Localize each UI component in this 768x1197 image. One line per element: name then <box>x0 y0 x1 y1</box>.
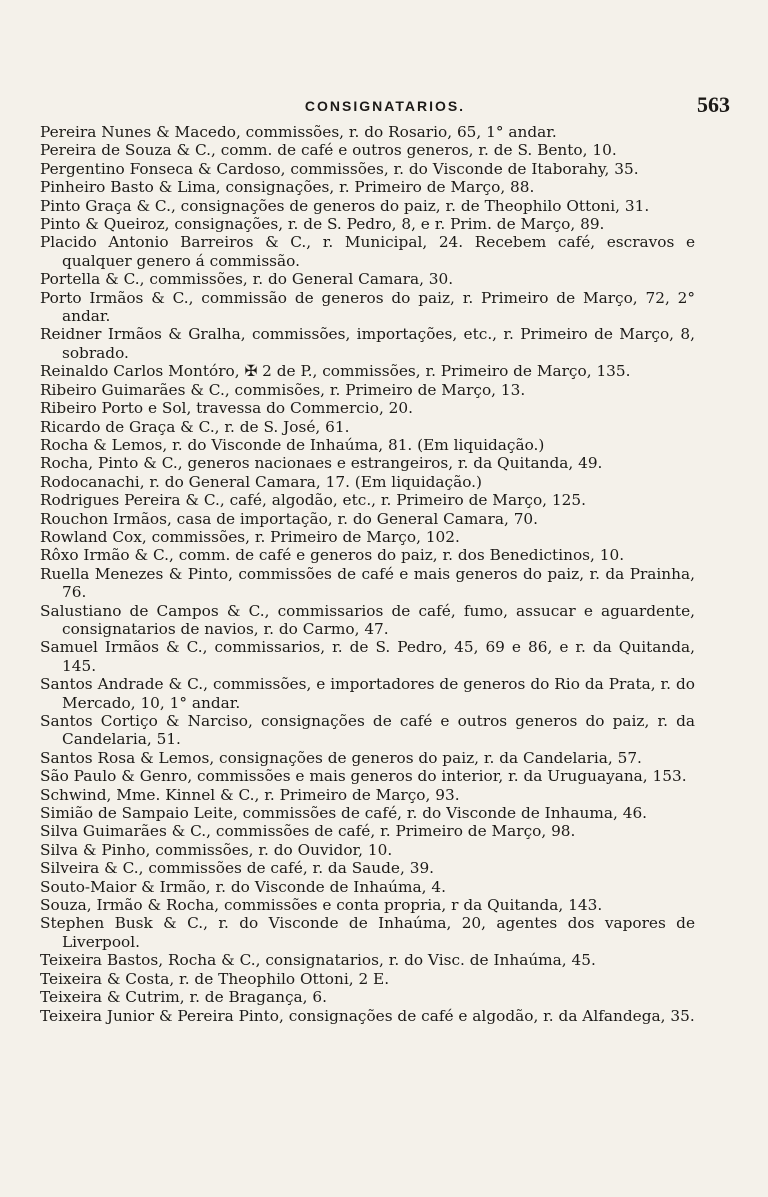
directory-entry: Rôxo Irmão & C., comm. de café e generos do paiz, r. dos Benedictinos, 10. <box>40 546 625 565</box>
directory-entry: Reidner Irmãos & Gralha, commissões, importações, etc., r. Primeiro de Março, 8, sobrado. <box>40 325 695 362</box>
directory-entry: Ruella Menezes & Pinto, commissões de café e mais generos do paiz, r. da Prainha, 76. <box>40 564 695 602</box>
directory-entry: Rodocanachi, r. do General Camara, 17. (Em liquidação.) <box>40 472 482 491</box>
directory-entry: Simião de Sampaio Leite, commissões de café, r. do Visconde de Inhauma, 46. <box>40 804 648 823</box>
directory-entry: Samuel Irmãos & C., commissarios, r. de S. Pedro, 45, 69 e 86, e r. da Quitanda, 145. <box>40 638 695 675</box>
directory-entry: Teixeira & Costa, r. de Theophilo Ottoni, 2 E. <box>40 969 390 988</box>
directory-entry: Stephen Busk & C., r. do Visconde de Inhaúma, 20, agentes dos vapores de Liverpool. <box>40 914 695 951</box>
directory-entry: Souza, Irmão & Rocha, commissões e conta propria, r da Quitanda, 143. <box>40 896 603 915</box>
directory-entry: Teixeira Junior & Pereira Pinto, consignações de café e algodão, r. da Alfandega, 35. <box>40 1006 695 1025</box>
directory-entry: Pinto Graça & C., consignações de generos do paiz, r. de Theophilo Ottoni, 31. <box>40 196 650 215</box>
directory-entry: Pergentino Fonseca & Cardoso, commissões, r. do Visconde de Itaborahy, 35. <box>40 159 639 178</box>
directory-entry: Porto Irmãos & C., commissão de generos do paiz, r. Primeiro de Março, 72, 2° andar. <box>40 288 695 326</box>
directory-entries <box>40 123 695 1025</box>
directory-entry: Santos Cortiço & Narciso, consignações de café e outros generos do paiz, r. da Candelaria, 51. <box>40 712 695 749</box>
directory-entry: Rocha & Lemos, r. do Visconde de Inhaúma, 81. (Em liquidação.) <box>40 435 545 454</box>
running-title: CONSIGNATARIOS. <box>304 98 466 114</box>
directory-entry: Teixeira & Cutrim, r. de Bragança, 6. <box>40 988 327 1007</box>
directory-entry: Pinheiro Basto & Lima, consignações, r. Primeiro de Março, 88. <box>40 178 535 197</box>
directory-entry: Rodrigues Pereira & C., café, algodão, etc., r. Primeiro de Março, 125. <box>40 491 586 510</box>
directory-entry: São Paulo & Genro, commissões e mais generos do interior, r. da Uruguayana, 153. <box>40 767 687 786</box>
directory-entry: Pereira Nunes & Macedo, commissões, r. do Rosario, 65, 1° andar. <box>40 123 557 141</box>
directory-entry: Santos Andrade & C., commissões, e importadores de generos do Rio da Prata, r. do Mercado, 10, 1° andar. <box>40 675 695 712</box>
directory-entry: Rouchon Irmãos, casa de importação, r. do General Camara, 70. <box>40 509 539 528</box>
directory-entry: Silva Guimarães & C., commissões de café, r. Primeiro de Março, 98. <box>40 822 576 841</box>
directory-entry: Rocha, Pinto & C., generos nacionaes e estrangeiros, r. da Quitanda, 49. <box>40 454 603 473</box>
page-number: 563 <box>697 92 730 117</box>
directory-entry: Portella & C., commissões, r. do General Camara, 30. <box>40 270 454 289</box>
directory-entry: Placido Antonio Barreiros & C., r. Municipal, 24. Recebem café, escravos e qualquer genero á commissão. <box>40 233 695 270</box>
directory-entry: Pinto & Queiroz, consignações, r. de S. Pedro, 8, e r. Prim. de Março, 89. <box>40 215 605 234</box>
directory-entry: Reinaldo Carlos Montóro, ✠ 2 de P., commissões, r. Primeiro de Março, 135. <box>40 362 631 381</box>
directory-entry: Schwind, Mme. Kinnel & C., r. Primeiro de Março, 93. <box>40 785 460 804</box>
directory-entry: Ribeiro Porto e Sol, travessa do Commercio, 20. <box>40 399 413 418</box>
directory-entry: Ribeiro Guimarães & C., commisões, r. Primeiro de Março, 13. <box>40 380 526 399</box>
directory-entry: Silva & Pinho, commissões, r. do Ouvidor, 10. <box>40 840 393 859</box>
directory-entry: Salustiano de Campos & C., commissarios de café, fumo, assucar e aguardente, consignatarios de navios, r. do Carmo, 47. <box>40 601 695 638</box>
directory-entry: Souto-Maior & Irmão, r. do Visconde de Inhaúma, 4. <box>40 877 446 896</box>
directory-entry: Rowland Cox, commissões, r. Primeiro de Março, 102. <box>40 527 460 546</box>
page-header <box>40 92 730 122</box>
directory-entry: Pereira de Souza & C., comm. de café e outros generos, r. de S. Bento, 10. <box>40 141 617 160</box>
directory-entry: Silveira & C., commissões de café, r. da Saude, 39. <box>40 859 435 878</box>
directory-entry: Santos Rosa & Lemos, consignações de generos do paiz, r. da Candelaria, 57. <box>40 748 642 767</box>
directory-entry: Teixeira Bastos, Rocha & C., consignatarios, r. do Visc. de Inhaúma, 45. <box>40 951 596 970</box>
directory-entry: Ricardo de Graça & C., r. de S. José, 61. <box>40 417 350 436</box>
